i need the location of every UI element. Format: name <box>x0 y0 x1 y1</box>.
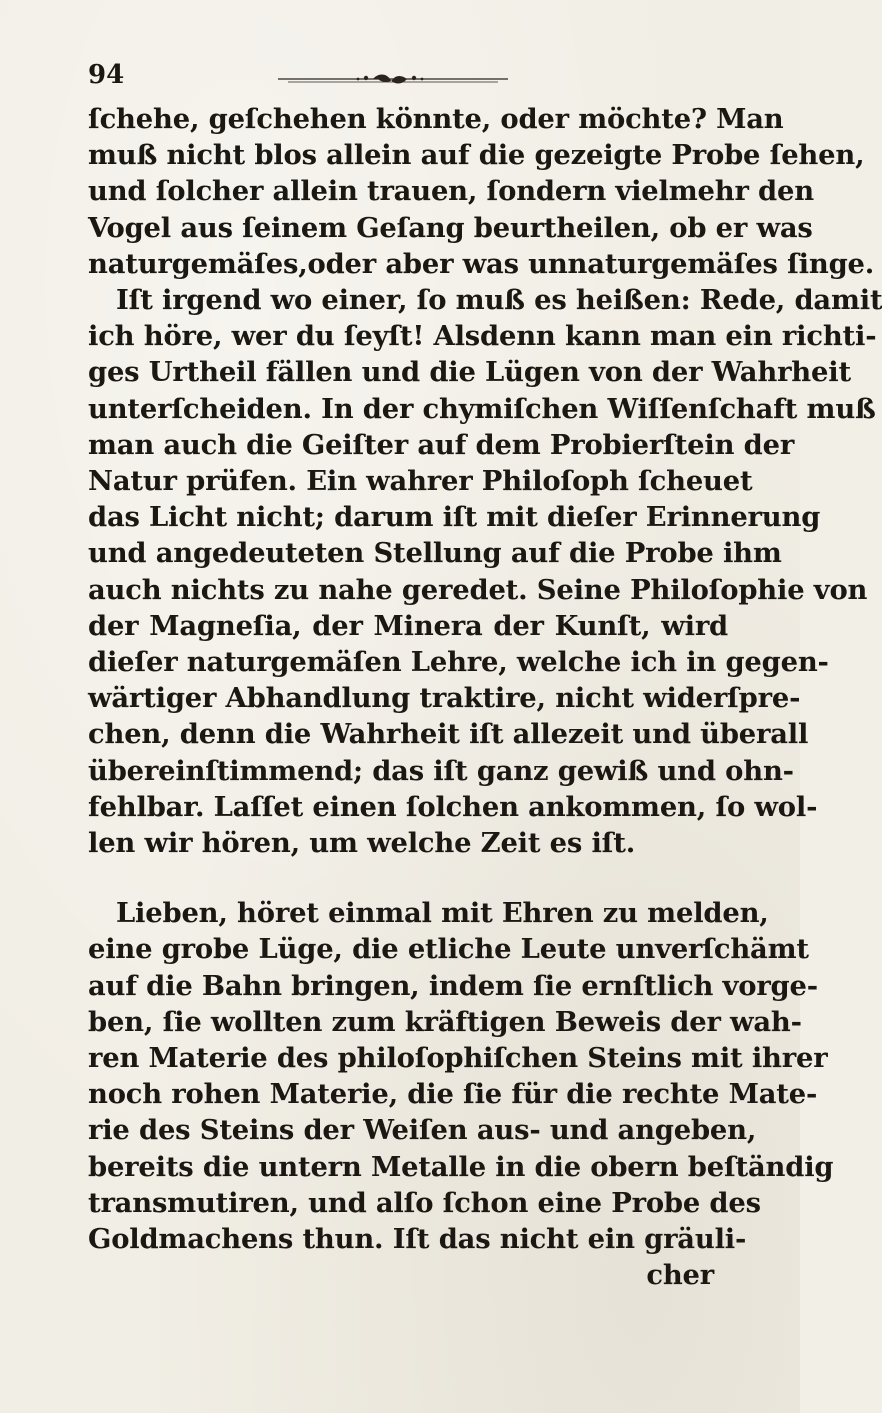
text-line: Goldmachens thun. Iſt das nicht ein gräuli- <box>88 1223 747 1256</box>
paragraph-1 <box>88 101 882 861</box>
text-line: Lieben, höret einmal mit Ehren zu melden, <box>116 897 769 930</box>
text-line: fehlbar. Laſſet einen ſolchen ankommen, ſo wol- <box>88 790 818 823</box>
text-line: Natur prüfen. Ein wahrer Philoſoph ſcheuet <box>88 465 753 498</box>
text-line: len wir hören, um welche Zeit es iſt. <box>88 827 636 860</box>
text-line: eine grobe Lüge, die etliche Leute unverſchämt <box>88 933 809 966</box>
text-line: unterſcheiden. In der chymiſchen Wiſſenſchaft muß <box>88 392 876 425</box>
text-line: man auch die Geiſter auf dem Probierſtein der <box>88 428 795 461</box>
text-line: Iſt irgend wo einer, ſo muß es heißen: Rede, damit <box>116 284 882 317</box>
page-number: 94 <box>88 60 125 90</box>
paragraph-2 <box>88 895 834 1293</box>
text-line: ich höre, wer du ſeyſt! Alsdenn kann man ein richti- <box>88 320 877 353</box>
text-line: rie des Steins der Weiſen aus- und angeben, <box>88 1114 757 1147</box>
text-line: muß nicht blos allein auf die gezeigte Probe ſehen, <box>88 139 865 172</box>
text-line: und angedeuteten Stellung auf die Probe ihm <box>88 537 782 570</box>
page-header <box>88 60 708 100</box>
text-line: transmutiren, und alſo ſchon eine Probe des <box>88 1186 761 1219</box>
text-line: bereits die untern Metalle in die obern beſtändig <box>88 1150 834 1183</box>
text-line: Vogel aus ſeinem Geſang beurtheilen, ob er was <box>88 211 813 244</box>
text-line: ren Materie des philoſophiſchen Steins mit ihrer <box>88 1042 828 1075</box>
text-line: ges Urtheil fällen und die Lügen von der Wahrheit <box>88 356 851 389</box>
text-line: noch rohen Materie, die ſie für die rechte Mate- <box>88 1078 818 1111</box>
text-line: ſchehe, geſchehen könnte, oder möchte? Man <box>88 103 784 135</box>
text-line: auch nichts zu nahe geredet. Seine Philoſophie von <box>88 573 868 606</box>
text-line: ben, ſie wollten zum kräftigen Beweis der wah- <box>88 1005 802 1038</box>
text-line: naturgemäſes,oder aber was unnaturgemäſes ſinge. <box>88 247 875 280</box>
text-line: und ſolcher allein trauen, ſondern vielmehr den <box>88 175 814 208</box>
catchword: cher <box>646 1259 714 1292</box>
text-line: das Licht nicht; darum iſt mit dieſer Erinnerung <box>88 501 821 534</box>
text-line: dieſer naturgemäſen Lehre, welche ich in gegen- <box>88 646 829 679</box>
text-line: wärtiger Abhandlung traktire, nicht widerſpre- <box>88 682 801 715</box>
body-text <box>88 101 882 1294</box>
text-line: auf die Bahn bringen, indem ſie ernſtlich vorge- <box>88 969 818 1002</box>
ornament-rule-icon <box>278 72 508 86</box>
paragraph-gap <box>88 861 728 895</box>
text-line: der Magneſia, der Minera der Kunſt, wird <box>88 609 728 642</box>
text-line: chen, denn die Wahrheit iſt allezeit und überall <box>88 718 809 751</box>
text-line: übereinſtimmend; das iſt ganz gewiß und ohn- <box>88 754 794 787</box>
